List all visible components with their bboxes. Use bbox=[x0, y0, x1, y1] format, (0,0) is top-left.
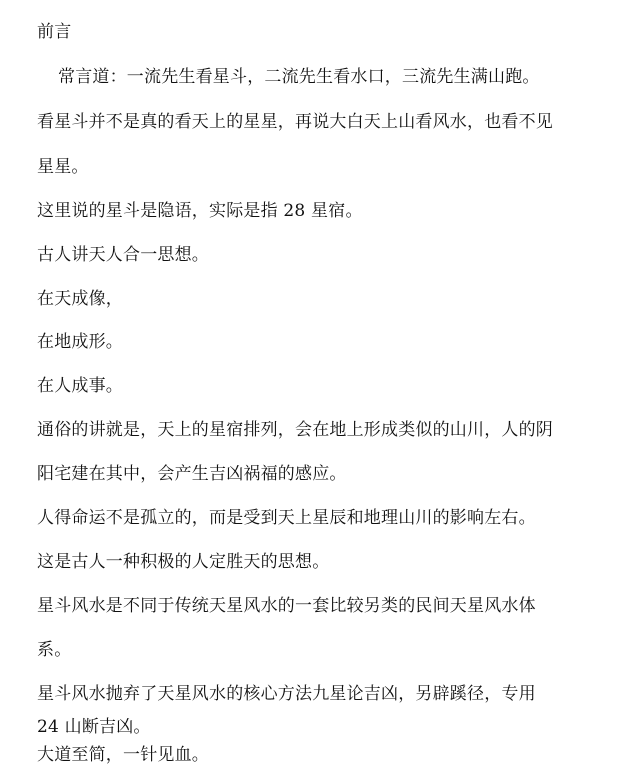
paragraph-line: 这里说的星斗是隐语，实际是指 28 星宿。 bbox=[37, 201, 363, 221]
paragraph-line: 星斗风水是不同于传统天星风水的一套比较另类的民间天星风水体 bbox=[37, 596, 536, 616]
paragraph-line: 在人成事。 bbox=[37, 376, 123, 396]
paragraph-line: 在天成像， bbox=[37, 289, 123, 309]
paragraph-line: 这是古人一种积极的人定胜天的思想。 bbox=[37, 552, 330, 572]
paragraph-line: 大道至简，一针见血。 bbox=[37, 745, 209, 765]
paragraph-line: 阳宅建在其中，会产生吉凶祸福的感应。 bbox=[37, 464, 347, 484]
paragraph-line: 星斗风水抛弃了天星风水的核心方法九星论吉凶，另辟蹊径，专用 bbox=[37, 684, 536, 704]
paragraph-line: 系。 bbox=[37, 640, 72, 660]
paragraph-line: 星星。 bbox=[37, 157, 89, 177]
paragraph-line: 古人讲天人合一思想。 bbox=[37, 245, 209, 265]
paragraph-line: 看星斗并不是真的看天上的星星，再说大白天上山看风水，也看不见 bbox=[37, 112, 553, 132]
paragraph-line: 人得命运不是孤立的，而是受到天上星辰和地理山川的影响左右。 bbox=[37, 508, 536, 528]
heading: 前言 bbox=[37, 22, 72, 42]
paragraph-line: 在地成形。 bbox=[37, 332, 123, 352]
paragraph-line: 24 山断吉凶。 bbox=[37, 717, 151, 737]
paragraph-line: 常言道：一流先生看星斗，二流先生看水口，三流先生满山跑。 bbox=[58, 67, 540, 87]
paragraph-line: 通俗的讲就是，天上的星宿排列，会在地上形成类似的山川，人的阴 bbox=[37, 420, 553, 440]
